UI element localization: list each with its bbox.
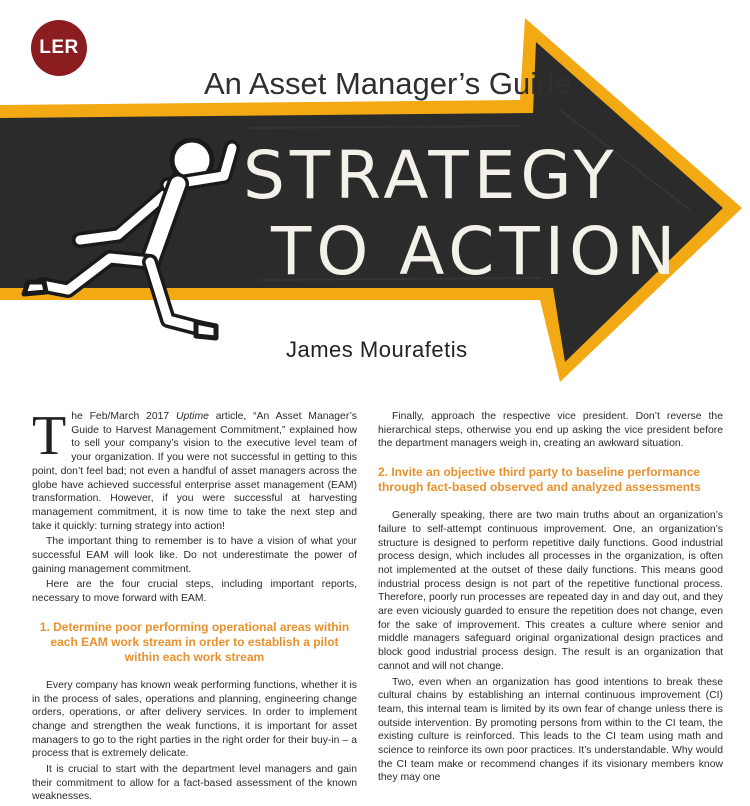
guide-subtitle: An Asset Manager’s Guide	[204, 66, 572, 101]
intro-text-2: article, “An Asset Manager’s Guide to Harvest Management Commitment,” explained how to sell your company’s vision to the executive level team of your organization. If you were not successful in getting to this point, don’t feel bad; not even a handful of asset managers across the globe have achieved successful enterprise asset management (EAM) transformation. However, if you were successful at harvesting management commitment, it is now time to take the next step and take it quickly: turning strategy into action!	[32, 411, 357, 532]
paragraph: Generally speaking, there are two main truths about an organization’s failure to self-attempt continuous improvement. One, an organization’s structure is designed to perform repetitive daily functions. Good industrial process design, which includes all processes in the organization, is often not implemented at the outset of these daily functions. This means good industrial process design is not part of the repetitive functional process. Therefore, poorly run processes are repeated day in and day out, and they are even viciously guarded to ensure the repetition does not change, even for the sake of improvement. This creates a culture where senior and middle managers safeguard original organizational design practices and block good industrial process design. The result is an organization that cannot and will not change.	[378, 510, 723, 672]
paragraph: Here are the four crucial steps, including important reports, necessary to move forward with EAM.	[32, 579, 357, 605]
right-column	[378, 410, 723, 787]
title-line-1: STRATEGY	[243, 137, 619, 214]
paragraph: Two, even when an organization has good intentions to break these cultural chains by establishing an internal continuous improvement (CI) team, this internal team is limited by its own fear of change unless there is outside intervention. By promoting persons from within to the CI team, the existing culture is reinforced. This leads to the CI team using math and science to reinforce its own poor practices. It’s understandable. Why would the CI team make or recommend changes if its visionary members know they may one	[378, 676, 723, 784]
section-heading-1: 1. Determine poor performing operational areas within each EAM work stream in order to establish a pilot within each work stream	[39, 619, 350, 664]
main-title	[243, 137, 681, 290]
author-name: James Mourafetis	[286, 337, 468, 362]
left-column	[32, 405, 357, 806]
paragraph: It is crucial to start with the department level managers and gain their commitment to allow for a fact-based assessment of the known weaknesses.	[32, 764, 357, 803]
paragraph: The important thing to remember is to have a vision of what your successful EAM will look like. Do not underestimate the power of gaining management commitment.	[32, 536, 357, 575]
intro-text-1: he Feb/March 2017	[71, 411, 176, 422]
intro-publication: Uptime	[175, 411, 209, 422]
banner	[0, 0, 750, 400]
ler-logo: LER	[31, 20, 87, 76]
intro-paragraph	[32, 405, 357, 533]
section-heading-2: 2. Invite an objective third party to baseline performance through fact-based observed and analyzed assessments	[378, 465, 701, 495]
paragraph: Every company has known weak performing functions, whether it is in the process of sales, operations and planning, engineering change orders, operations, or after delivery services. In order to implement change and strengthen the weak functions, it is important for asset managers to go to the right parties in the right order for their buy-in – a process that is extremely delicate.	[32, 679, 357, 760]
title-line-2: TO ACTION	[271, 213, 681, 290]
drop-cap: T	[32, 405, 67, 467]
paragraph: Finally, approach the respective vice president. Don’t reverse the hierarchical steps, otherwise you end up asking the vice president before the department managers weigh in, creating an awkward situation.	[378, 411, 723, 450]
